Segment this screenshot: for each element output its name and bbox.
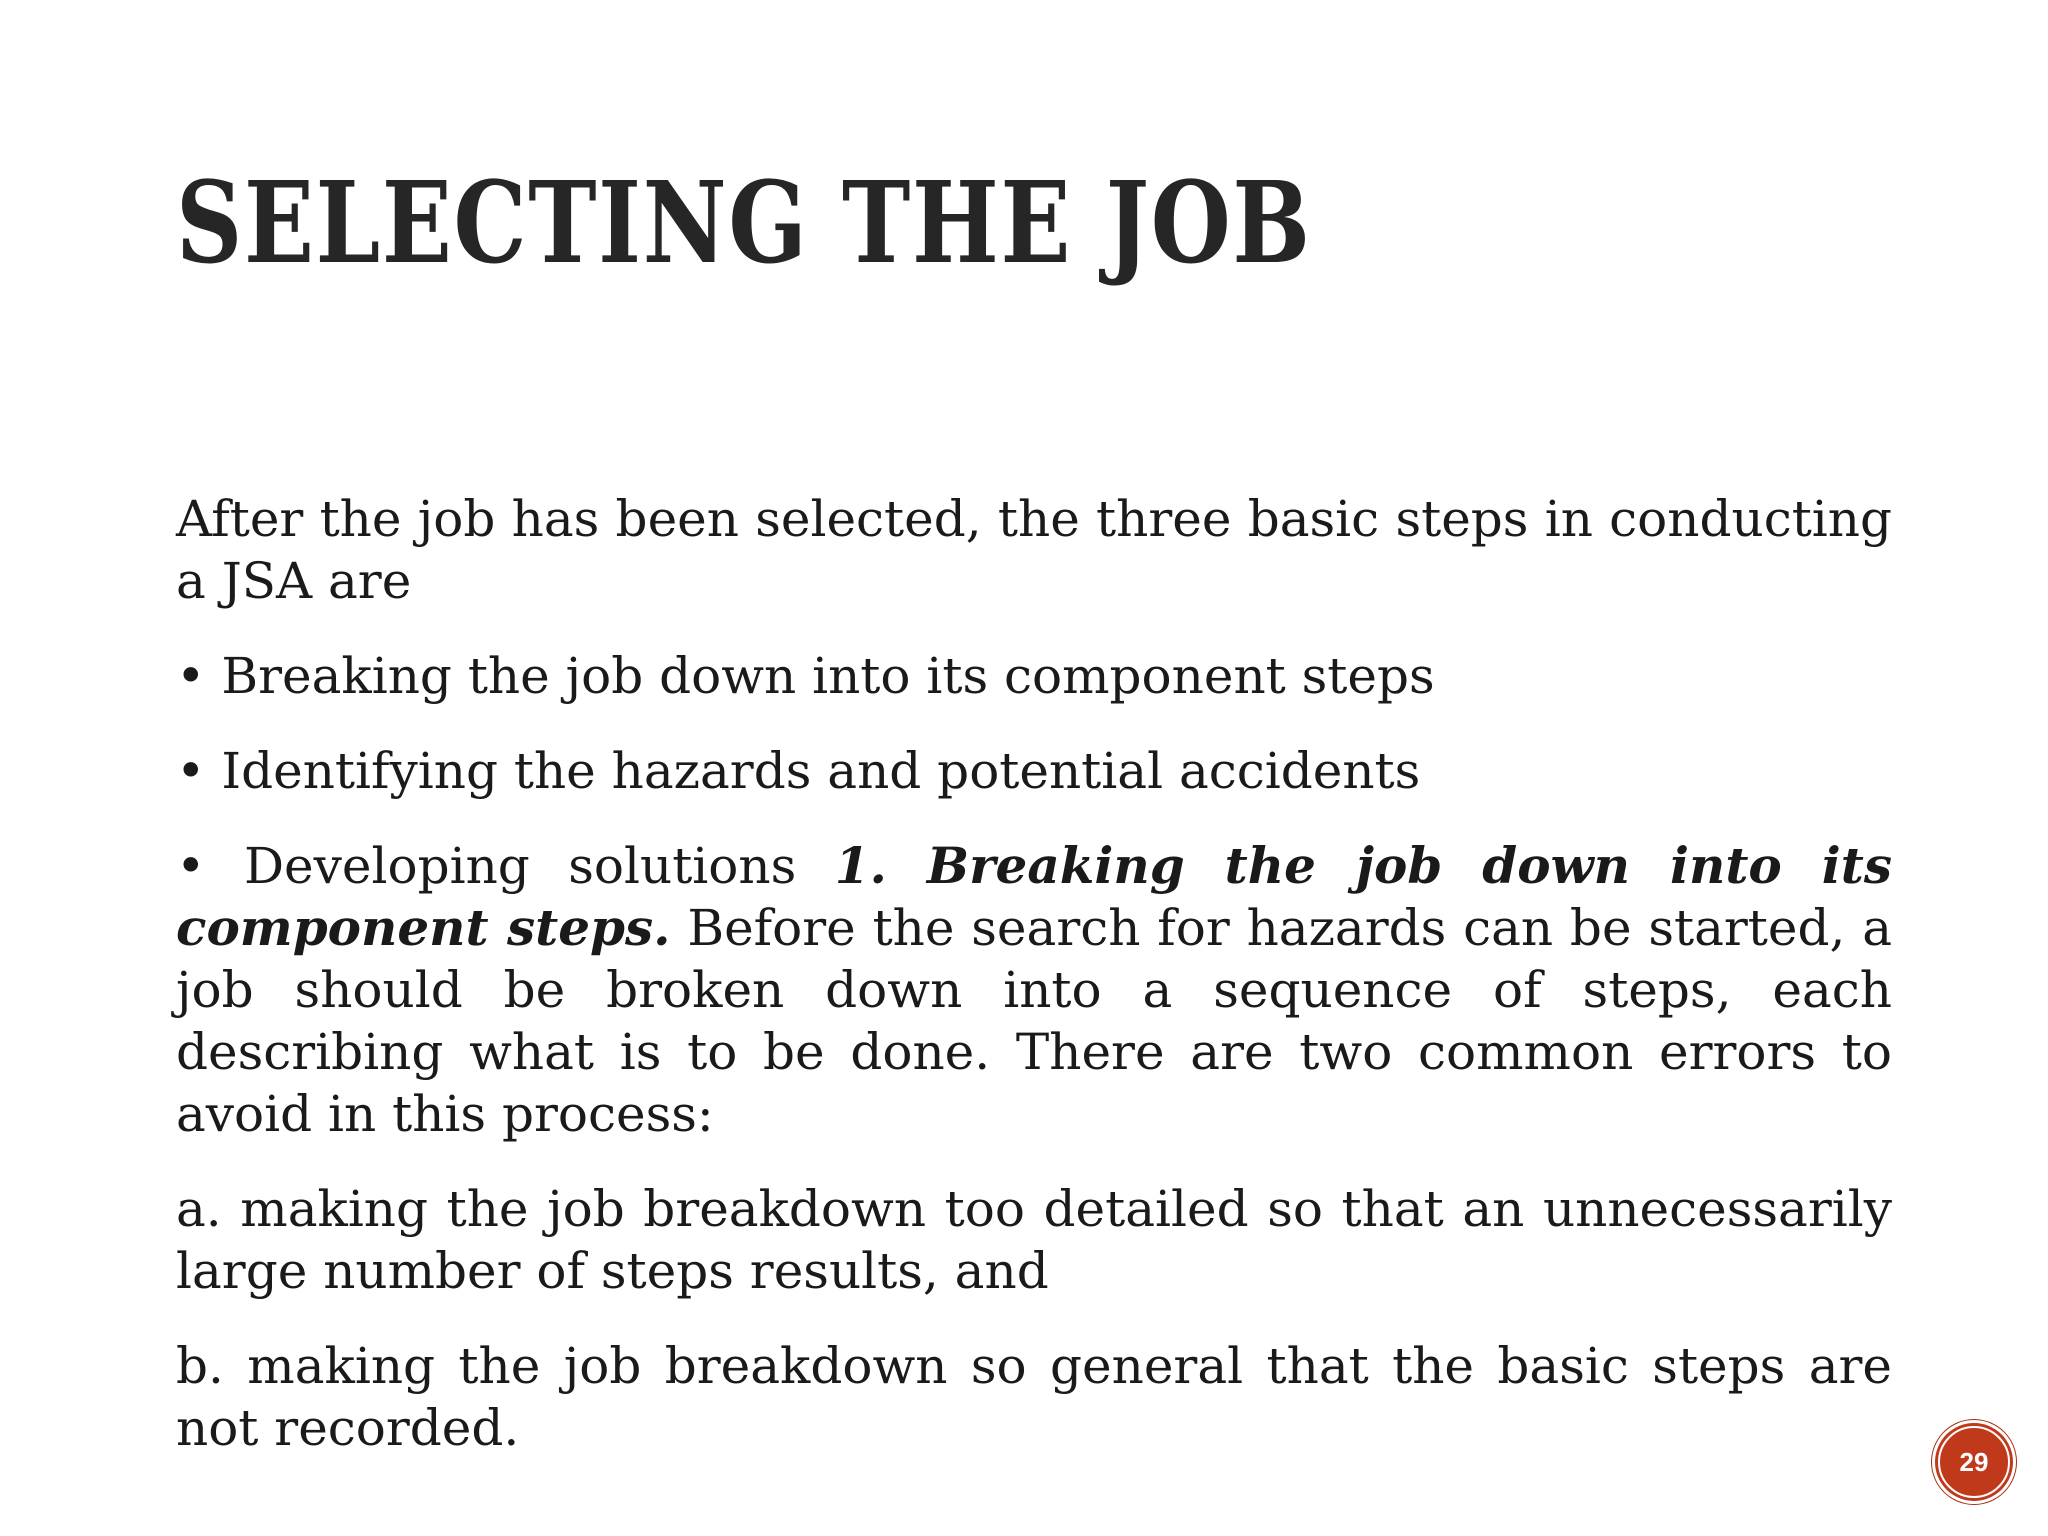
page-number-badge (1932, 1420, 2016, 1504)
page-number: 29 (1938, 1426, 2010, 1498)
list-item-b: b. making the job breakdown so general that the basic steps are not recorded. (176, 1337, 1892, 1457)
slide-title: SELECTING THE JOB (176, 158, 1312, 289)
bullet-breaking-job-down: • Breaking the job down into its component steps (176, 647, 1435, 705)
paragraph-developing-solutions-rest: Before the search for hazards can be started, a job should be broken down into a sequence of steps, each describing what is to be done. There are two common errors to avoid in this process: (176, 899, 1893, 1143)
list-item-a: a. making the job breakdown too detailed so that an unnecessarily large number of steps results, and (176, 1180, 1892, 1300)
paragraph-intro: After the job has been selected, the three basic steps in conducting a JSA are (176, 490, 1892, 610)
emphasis-breaking-job-down: 1. Breaking the job down into its component steps. (176, 836, 1892, 957)
slide-body (176, 488, 1892, 1459)
bullet-identifying-hazards: • Identifying the hazards and potential accidents (176, 742, 1421, 800)
paragraph-developing-solutions (176, 835, 1892, 1145)
bullet-developing-solutions-lead: • Developing solutions (176, 837, 835, 895)
